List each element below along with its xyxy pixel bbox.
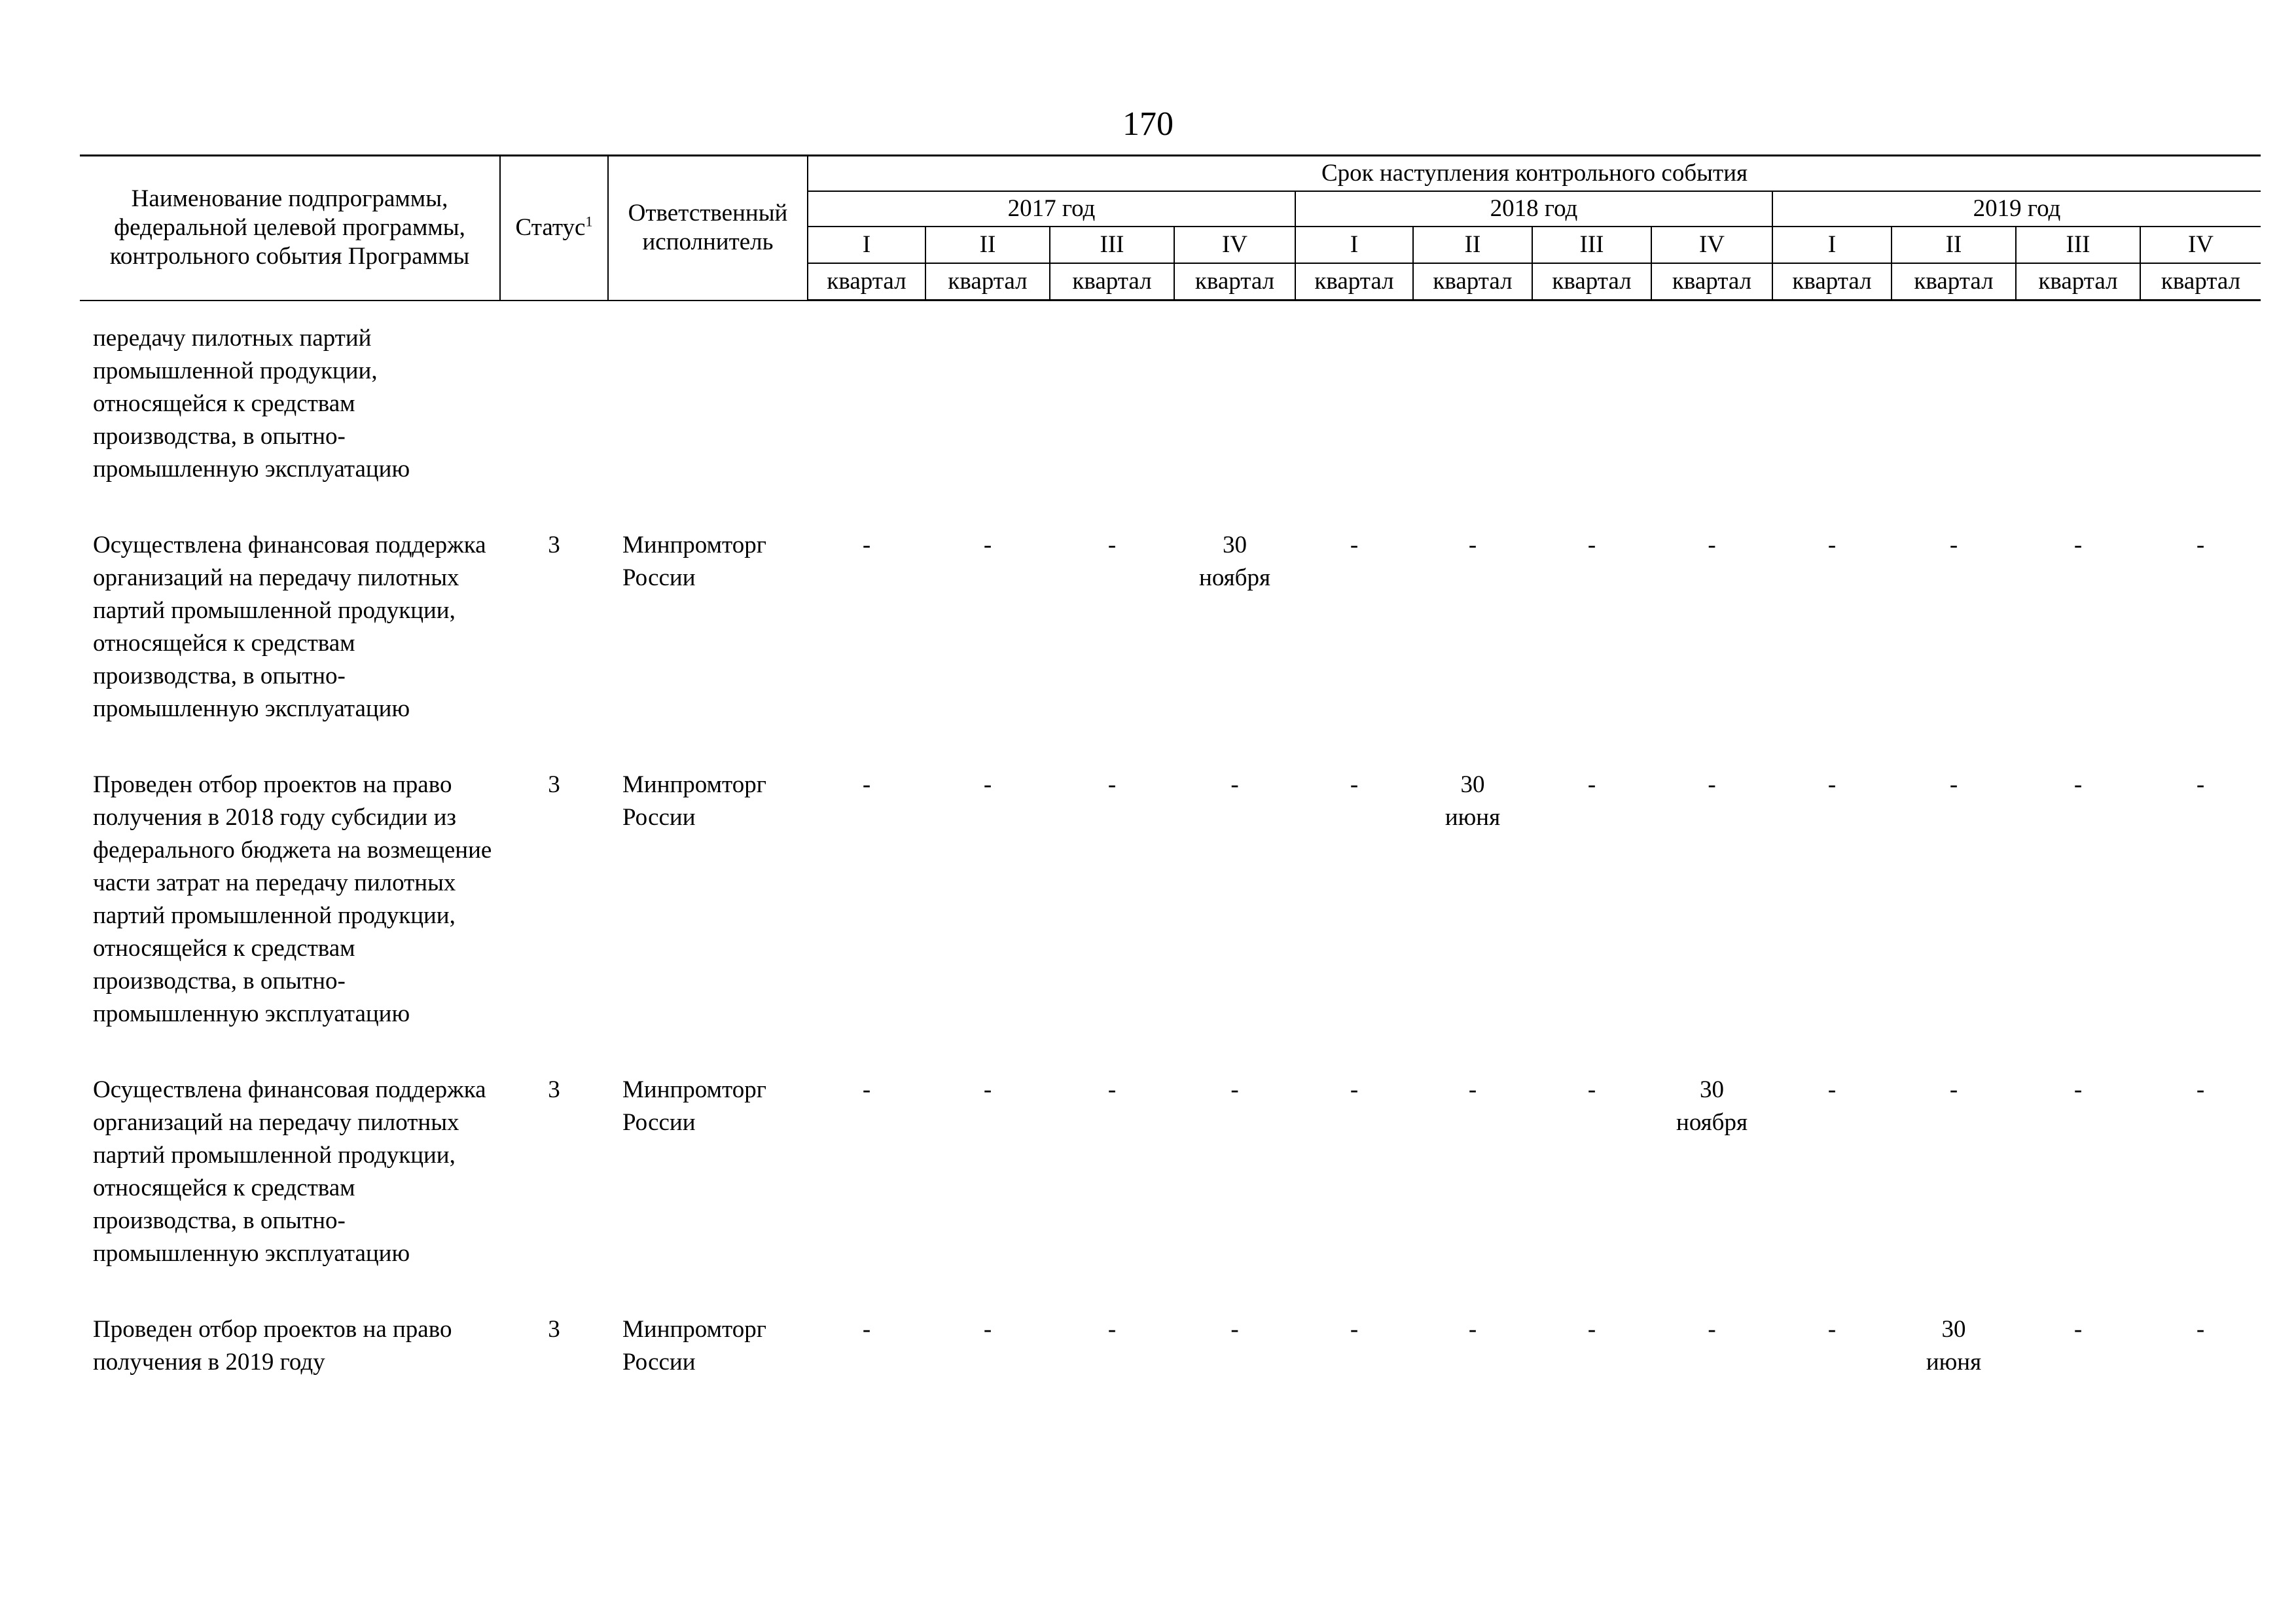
quarter-label-11: квартал [2140,263,2261,301]
quarter-cell: - [1107,532,1117,558]
executor-line: Минпромторг [622,532,766,558]
column-header-status [500,156,608,301]
event-executor [608,529,808,769]
column-header-deadline: Срок наступления контрольного события [808,156,2261,192]
quarter-cell [1174,322,1295,529]
event-status: 3 [548,1076,560,1103]
quarter-cell: - [1949,771,1958,798]
quarter-label-4: квартал [1295,263,1413,301]
quarter-cell: - [1949,1076,1958,1103]
status-footnote-mark: 1 [585,213,593,230]
date-month: ноября [1676,1109,1748,1136]
column-header-name: Наименование подпрограммы, федеральной целевой программы, контрольного события Программы [80,156,500,301]
quarter-number-1: II [925,227,1050,263]
quarter-cell [1772,322,1892,529]
quarter-cell [1413,322,1532,529]
quarter-cell: - [1107,1076,1117,1103]
quarter-number-10: III [2016,227,2140,263]
quarter-cell: - [2073,532,2083,558]
quarter-cell: - [2073,771,2083,798]
quarter-cell: - [1949,532,1958,558]
date-month: июня [1926,1349,1982,1376]
date-month: июня [1444,804,1501,831]
table-row [80,1074,2261,1313]
event-status: 3 [548,1316,560,1343]
quarter-cell [1892,322,2016,529]
quarter-cell: - [1350,1076,1359,1103]
quarter-cell: - [1827,532,1837,558]
quarter-cell: - [1587,771,1596,798]
executor-line: Минпромторг [622,1076,766,1103]
quarter-cell [1651,322,1772,529]
quarter-number-0: I [808,227,925,263]
executor-line: Минпромторг [622,771,766,798]
quarter-cell: - [1107,1316,1117,1343]
year-header-0: 2017 год [808,191,1295,227]
quarter-cell: - [2196,1076,2205,1103]
quarter-label-10: квартал [2016,263,2140,301]
quarter-label-3: квартал [1174,263,1295,301]
status-label: Статус [515,214,586,242]
quarter-cell: - [862,1316,871,1343]
quarter-cell: - [2196,1316,2205,1343]
quarter-label-2: квартал [1050,263,1174,301]
quarter-cell: - [1107,771,1117,798]
quarter-number-2: III [1050,227,1174,263]
quarter-label-7: квартал [1651,263,1772,301]
quarter-cell: - [2196,771,2205,798]
quarter-cell: - [1587,1316,1596,1343]
quarter-cell: - [2073,1316,2083,1343]
quarter-label-1: квартал [925,263,1050,301]
quarter-label-5: квартал [1413,263,1532,301]
year-header-2: 2019 год [1772,191,2261,227]
quarter-cell: - [862,1076,871,1103]
events-table [80,322,2261,1422]
quarter-cell [1413,769,1532,1074]
quarter-cell [1532,322,1651,529]
quarter-cell: - [983,1316,992,1343]
date-day: 30 [1460,771,1485,798]
event-name: Осуществлена финансовая поддержка организаций на передачу пилотных партий промышленной продукции, относящейся к средствам производства, в опытно-промышленную эксплуатацию [93,1076,486,1267]
quarter-cell: - [1350,1316,1359,1343]
quarter-number-11: IV [2140,227,2261,263]
quarter-cell: - [983,1076,992,1103]
quarter-number-8: I [1772,227,1892,263]
date-month: ноября [1199,564,1270,591]
quarter-cell: - [1230,1316,1239,1343]
quarter-cell: - [2073,1076,2083,1103]
executor-line: Минпромторг [622,1316,766,1343]
event-name: Осуществлена финансовая поддержка организаций на передачу пилотных партий промышленной продукции, относящейся к средствам производства, в опытно-промышленную эксплуатацию [93,532,486,722]
quarter-cell [925,322,1050,529]
event-name: передачу пилотных партий промышленной продукции, относящейся к средствам производства, в опытно-промышленную эксплуатацию [93,325,410,483]
quarter-label-6: квартал [1532,263,1651,301]
quarter-number-5: II [1413,227,1532,263]
executor-line: России [622,1349,696,1376]
event-executor [608,1313,808,1422]
quarter-cell [2016,322,2140,529]
quarter-number-9: II [1892,227,2016,263]
quarter-cell [1295,322,1413,529]
quarter-number-3: IV [1174,227,1295,263]
quarter-cell [1174,529,1295,769]
executor-line: России [622,564,696,591]
quarter-cell: - [1587,1076,1596,1103]
event-status: 3 [548,532,560,558]
quarter-label-9: квартал [1892,263,2016,301]
event-executor [608,769,808,1074]
quarter-cell [808,322,925,529]
quarter-cell: - [983,532,992,558]
quarter-cell: - [862,771,871,798]
column-header-executor: Ответственный исполнитель [608,156,808,301]
quarter-cell: - [1587,532,1596,558]
table-row [80,769,2261,1074]
table-row [80,529,2261,769]
quarter-cell: - [1468,532,1477,558]
event-status [500,322,608,529]
quarter-cell: - [1827,1316,1837,1343]
table-header [80,155,2261,301]
event-name: Проведен отбор проектов на право получения в 2019 году [93,1316,452,1376]
quarter-cell: - [1230,771,1239,798]
quarter-number-6: III [1532,227,1651,263]
quarter-cell: - [2196,532,2205,558]
executor-line: России [622,804,696,831]
quarter-cell: - [1708,532,1716,558]
quarter-label-0: квартал [808,263,925,301]
event-status: 3 [548,771,560,798]
quarter-cell: - [1230,1076,1239,1103]
date-day: 30 [1223,532,1247,558]
date-day: 30 [1941,1316,1966,1343]
quarter-number-4: I [1295,227,1413,263]
quarter-cell [1892,1313,2016,1422]
executor-line: России [622,1109,696,1136]
page-number: 170 [1122,105,1174,143]
quarter-cell: - [1468,1076,1477,1103]
date-day: 30 [1700,1076,1724,1103]
quarter-cell [2140,322,2261,529]
quarter-cell: - [1350,532,1359,558]
quarter-number-7: IV [1651,227,1772,263]
quarter-label-8: квартал [1772,263,1892,301]
event-name: Проведен отбор проектов на право получения в 2018 году субсидии из федерального бюджета на возмещение части затрат на передачу пилотных партий промышленной продукции, относящейся к средствам производства, в опытно-промышленную эксплуатацию [93,771,492,1027]
table-row [80,322,2261,529]
quarter-cell: - [983,771,992,798]
quarter-cell [1651,1074,1772,1313]
quarter-cell: - [1827,1076,1837,1103]
event-executor [608,1074,808,1313]
quarter-cell: - [1708,771,1716,798]
year-header-1: 2018 год [1295,191,1772,227]
quarter-cell: - [1708,1316,1716,1343]
quarter-cell: - [1468,1316,1477,1343]
quarter-cell: - [862,532,871,558]
quarter-cell: - [1350,771,1359,798]
quarter-cell: - [1827,771,1837,798]
table-row [80,1313,2261,1422]
event-executor [608,322,808,529]
quarter-cell [1050,322,1174,529]
